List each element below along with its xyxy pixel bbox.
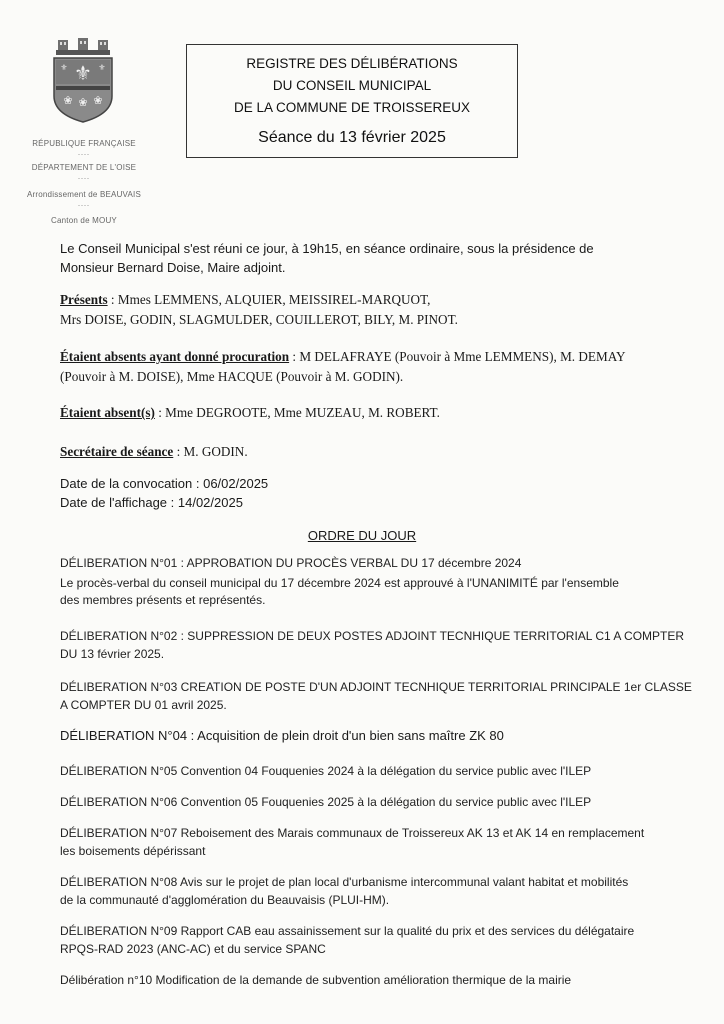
item-line: DÉLIBERATION N°05 Convention 04 Fouquenies 2024 à la délégation du service public avec l'ILEP xyxy=(60,764,592,778)
list-item xyxy=(60,874,710,909)
item-line: Délibération n°10 Modification de la demande de subvention amélioration thermique de la mairie xyxy=(60,973,572,987)
coat-of-arms xyxy=(50,38,116,124)
list-item xyxy=(60,555,710,610)
ordre-du-jour-title: ORDRE DU JOUR xyxy=(307,528,417,543)
header-title-line2: DU CONSEIL MUNICIPAL xyxy=(272,78,432,93)
svg-text:⚜: ⚜ xyxy=(74,61,92,85)
affichage-label: Date de l'affichage xyxy=(60,495,168,510)
item-line: DÉLIBERATION N°04 : Acquisition de plein droit d'un bien sans maître ZK 80 xyxy=(60,728,504,743)
item-line: RPQS-RAD 2023 (ANC-AC) et du service SPANC xyxy=(60,941,326,956)
procuration-line2: (Pouvoir à M. DOISE), Mme HACQUE (Pouvoir à M. GODIN). xyxy=(60,369,404,384)
separator: ---- xyxy=(78,203,90,209)
list-item xyxy=(60,794,710,812)
header-title-line3: DE LA COMMUNE DE TROISSEREUX xyxy=(233,100,471,115)
dates-block xyxy=(60,474,700,512)
list-item xyxy=(60,923,710,958)
item-line: DÉLIBERATION N°06 Convention 05 Fouquenies 2025 à la délégation du service public avec l'ILEP xyxy=(60,795,592,809)
item-line: les boisements dépérissant xyxy=(60,843,206,858)
secretaire-label: Secrétaire de séance xyxy=(60,444,174,459)
svg-text:⚜: ⚜ xyxy=(60,63,68,72)
republique-label: RÉPUBLIQUE FRANÇAISE xyxy=(32,139,136,148)
svg-text:⚜: ⚜ xyxy=(98,63,106,72)
presents-block xyxy=(60,290,700,330)
convocation-label: Date de la convocation xyxy=(60,476,193,491)
item-line: DÉLIBERATION N°07 Reboisement des Marais communaux de Troissereux AK 13 et AK 14 en remplacement xyxy=(60,826,645,840)
item-line: DÉLIBERATION N°08 Avis sur le projet de plan local d'urbanisme intercommunal valant habitat et mobilités xyxy=(60,875,629,889)
presents-line2: Mrs DOISE, GODIN, SLAGMULDER, COUILLEROT, BILY, M. PINOT. xyxy=(60,312,458,327)
list-item xyxy=(60,628,710,663)
secretaire-block xyxy=(60,442,700,462)
absents-label: Étaient absent(s) xyxy=(60,405,155,420)
item-line: DÉLIBERATION N°01 : APPROBATION DU PROCÈS VERBAL DU 17 décembre 2024 xyxy=(60,556,522,570)
item-line: Le procès-verbal du conseil municipal du 17 décembre 2024 est approuvé à l'UNANIMITÉ par l'ensemble xyxy=(60,575,619,590)
affichage-value: : 14/02/2025 xyxy=(167,495,243,510)
list-item xyxy=(60,763,710,781)
item-line: DÉLIBERATION N°02 : SUPPRESSION DE DEUX POSTES ADJOINT TECNHIQUE TERRITORIAL C1 A COMPTER xyxy=(60,629,685,643)
item-line: DÉLIBERATION N°09 Rapport CAB eau assainissement sur la qualité du prix et des services du délégataire xyxy=(60,924,635,938)
svg-text:❀: ❀ xyxy=(93,94,103,107)
absents-block xyxy=(60,403,700,423)
item-line: de la communauté d'agglomération du Beauvaisis (PLUI-HM). xyxy=(60,892,390,907)
list-item xyxy=(60,825,710,860)
intro-line2: Monsieur Bernard Doise, Maire adjoint. xyxy=(60,260,286,275)
presents-label: Présents xyxy=(60,292,108,307)
convocation-value: : 06/02/2025 xyxy=(192,476,269,491)
list-item xyxy=(60,679,710,714)
separator: ---- xyxy=(78,152,90,158)
intro-line1: Le Conseil Municipal s'est réuni ce jour, à 19h15, en séance ordinaire, sous la présidence de xyxy=(60,241,594,256)
canton-label: Canton de MOUY xyxy=(51,216,117,225)
list-item xyxy=(60,727,710,745)
list-item xyxy=(60,972,710,990)
header-box xyxy=(186,44,518,158)
procuration-block xyxy=(60,347,710,387)
procuration-label: Étaient absents ayant donné procuration xyxy=(60,349,290,364)
svg-text:❀: ❀ xyxy=(78,96,88,109)
item-line: A COMPTER DU 01 avril 2025. xyxy=(60,697,227,712)
item-line: DÉLIBERATION N°03 CREATION DE POSTE D'UN ADJOINT TECNHIQUE TERRITORIAL PRINCIPALE 1er CLASSE xyxy=(60,680,692,694)
procuration-line1: : M DELAFRAYE (Pouvoir à Mme LEMMENS), M. DEMAY xyxy=(289,349,626,364)
arrondissement-label: Arrondissement de BEAUVAIS xyxy=(27,190,141,199)
absents-text: : Mme DEGROOTE, Mme MUZEAU, M. ROBERT. xyxy=(154,405,440,420)
svg-text:❀: ❀ xyxy=(63,94,73,107)
presents-line1: : Mmes LEMMENS, ALQUIER, MEISSIREL-MARQUOT, xyxy=(107,292,431,307)
seance-date: Séance du 13 février 2025 xyxy=(258,129,446,146)
header-title-line1: REGISTRE DES DÉLIBÉRATIONS xyxy=(246,56,458,71)
departement-label: DÉPARTEMENT DE L'OISE xyxy=(31,163,137,172)
item-line: DU 13 février 2025. xyxy=(60,646,165,661)
secretaire-text: : M. GODIN. xyxy=(173,444,248,459)
separator: ---- xyxy=(78,176,90,182)
item-line: des membres présents et représentés. xyxy=(60,593,266,607)
intro-paragraph xyxy=(60,239,700,277)
